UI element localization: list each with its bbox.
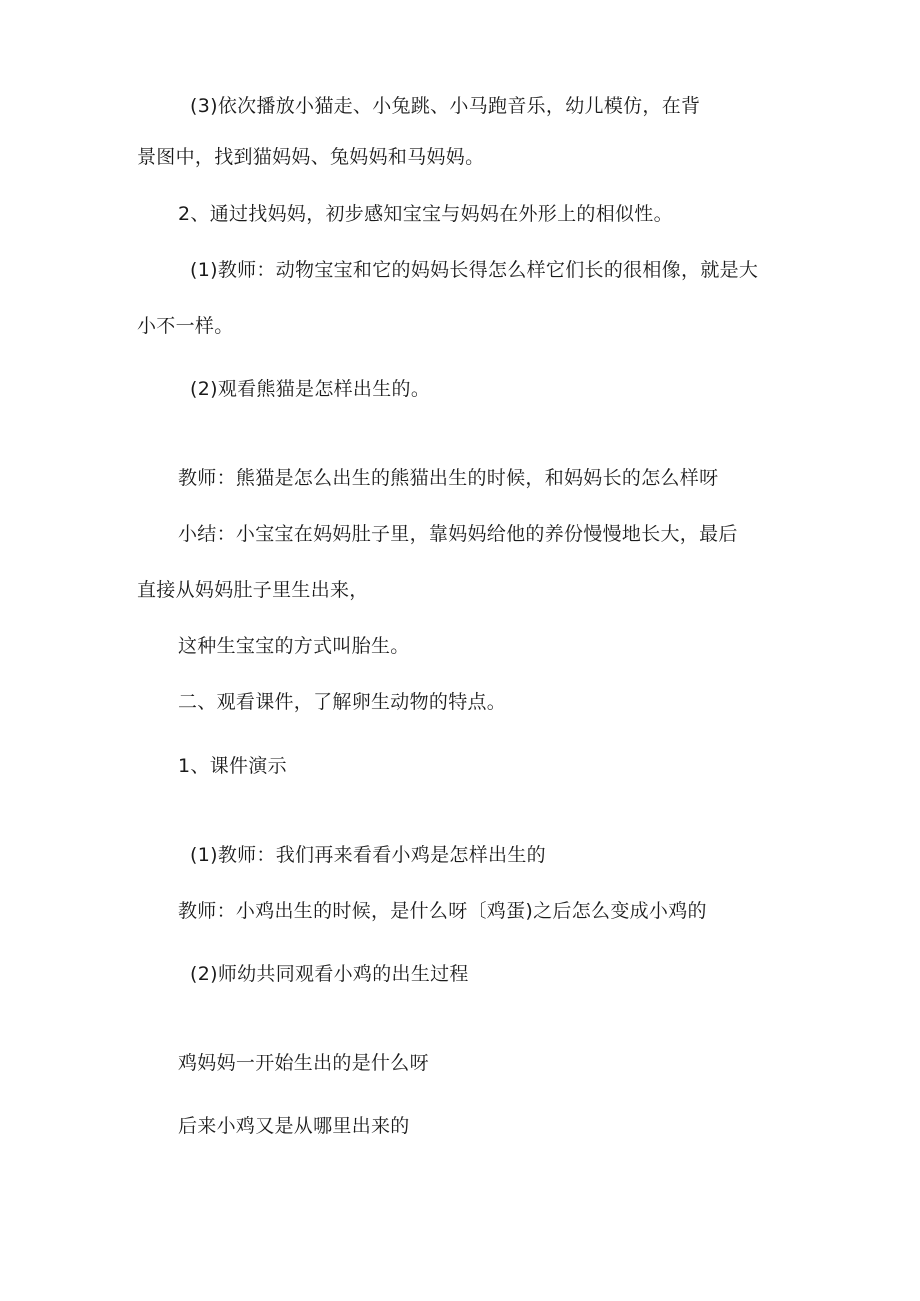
text-line-teacher-chick: (1)教师：我们再来看看小鸡是怎样出生的 xyxy=(190,844,546,866)
text-line-chick-from-where: 后来小鸡又是从哪里出来的 xyxy=(178,1115,410,1137)
text-line-summary: 小结：小宝宝在妈妈肚子里，靠妈妈给他的养份慢慢地长大，最后 xyxy=(178,523,738,545)
text-line-part-2-heading: 二、观看课件，了解卵生动物的特点。 xyxy=(178,691,507,713)
text-line-hen-question: 鸡妈妈一开始生出的是什么呀 xyxy=(178,1052,429,1074)
text-line-teacher-panda-question: 教师：熊猫是怎么出生的熊猫出生的时候，和妈妈长的怎么样呀 xyxy=(178,467,719,489)
text-line-step-3-play-music: (3)依次播放小猫走、小兔跳、小马跑音乐，幼儿模仿，在背 xyxy=(190,95,701,117)
text-line-teacher-egg-question: 教师：小鸡出生的时候，是什么呀〔鸡蛋)之后怎么变成小鸡的 xyxy=(178,900,707,922)
text-line-summary-continued: 直接从妈妈肚子里生出来， xyxy=(137,579,369,601)
text-line-viviparous: 这种生宝宝的方式叫胎生。 xyxy=(178,635,410,657)
text-line-size-different: 小不一样。 xyxy=(137,315,234,337)
text-line-section-2-heading: 2、通过找妈妈，初步感知宝宝与妈妈在外形上的相似性。 xyxy=(178,203,673,225)
text-line-step-2-watch-chick: (2)师幼共同观看小鸡的出生过程 xyxy=(190,963,469,985)
text-line-find-mothers: 景图中，找到猫妈妈、兔妈妈和马妈妈。 xyxy=(137,146,485,168)
text-line-teacher-similarity: (1)教师：动物宝宝和它的妈妈长得怎么样它们长的很相像，就是大 xyxy=(190,259,759,281)
text-line-step-2-panda: (2)观看熊猫是怎样出生的。 xyxy=(190,378,431,400)
text-line-courseware-demo: 1、课件演示 xyxy=(178,755,287,777)
